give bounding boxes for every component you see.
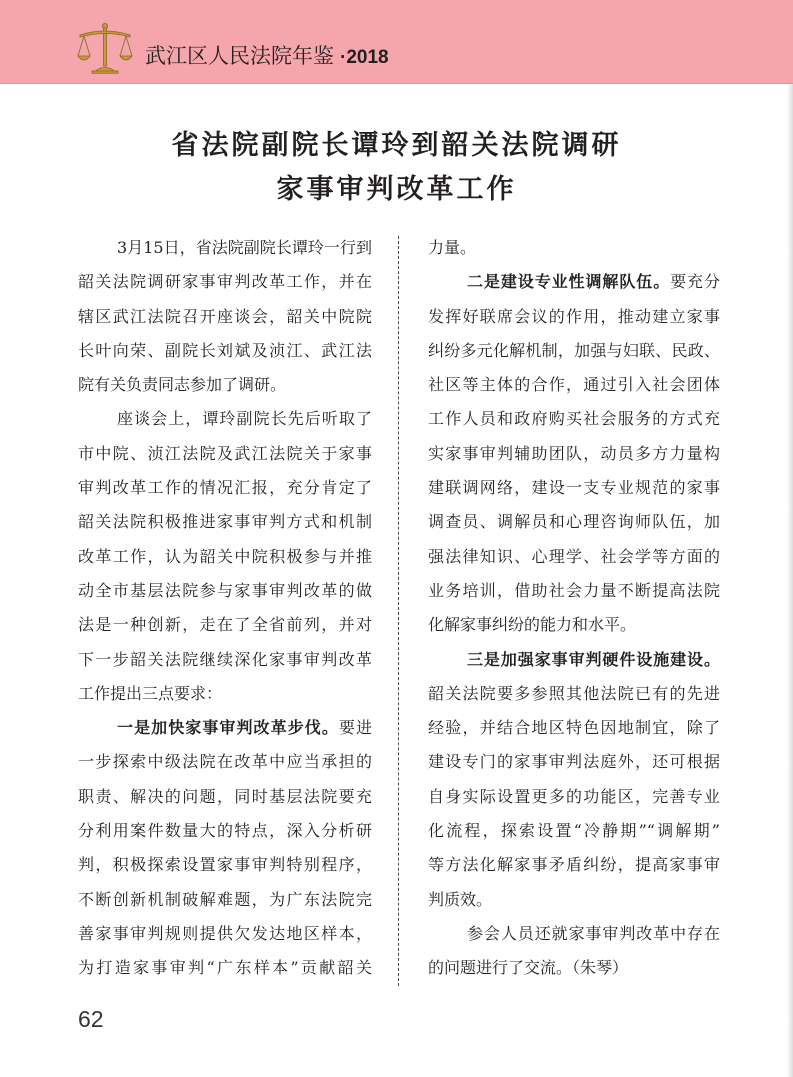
scales-of-justice-icon: [76, 22, 134, 74]
text-line: [78, 608, 372, 642]
line-text: 韶关法院积极推进家事审判方式和机制: [78, 512, 372, 532]
paragraph: [428, 643, 720, 917]
text-line: [78, 745, 372, 779]
paragraph-lead: 二是建设专业性调解队伍。: [467, 272, 671, 292]
line-text: 下一步韶关法院继续深化家事审判改革: [78, 649, 372, 669]
text-line: [428, 745, 720, 779]
text-line: [78, 574, 372, 608]
text-line: [78, 917, 372, 951]
line-text: 判质效。: [428, 889, 493, 909]
text-line: [78, 334, 372, 368]
text-line: [78, 643, 372, 677]
right-text-column: [428, 231, 720, 986]
text-line: [428, 334, 720, 368]
text-line: [428, 471, 720, 505]
line-text: 为打造家事审判“广东样本”贡献韶关: [78, 958, 372, 978]
paragraph: [78, 711, 372, 985]
text-line: [428, 677, 720, 711]
left-text-column: [78, 231, 372, 986]
line-text: 职责、解决的问题，同时基层法院要充: [78, 786, 372, 806]
line-text: 法是一种创新，走在了全省前列，并对: [78, 615, 372, 635]
line-text: 不断创新机制破解难题，为广东法院完: [78, 889, 372, 909]
text-line: [78, 437, 372, 471]
text-line: [78, 471, 372, 505]
text-line: [78, 677, 372, 711]
paragraph-lead: 一是加快家事审判改革步伐。: [117, 718, 339, 738]
paragraph-lead: 三是加强家事审判硬件设施建设。: [467, 649, 720, 669]
line-text: 强法律知识、心理学、社会学等方面的: [428, 546, 720, 566]
line-text: 工作提出三点要求：: [78, 683, 223, 703]
article-title-line: 省法院副院长谭玲到韶关法院调研: [171, 130, 622, 161]
paragraph: [78, 402, 372, 711]
text-line: [428, 917, 720, 951]
line-text: 力量。: [428, 238, 477, 257]
text-line: [78, 402, 372, 436]
text-line: [78, 848, 372, 882]
text-line: [78, 265, 372, 299]
text-line: [78, 231, 372, 265]
page-number: 62: [78, 1006, 104, 1032]
article-title: [0, 124, 793, 212]
line-text: 建联调网络，建设一支专业规范的家事: [428, 478, 720, 498]
line-text: 等方法化解家事矛盾纠纷，提高家事审: [428, 855, 720, 875]
line-text: 发挥好联席会议的作用，推动建立家事: [428, 306, 720, 326]
article-title-line: 家事审判改革工作: [276, 174, 517, 205]
line-text: 院有关负责同志参加了调研。: [78, 375, 287, 395]
text-line: [78, 883, 372, 917]
line-text: 业务培训，借助社会力量不断提高法院: [428, 580, 720, 600]
text-line: [78, 300, 372, 334]
line-text: 长叶向荣、副院长刘斌及浈江、武江法: [78, 340, 372, 360]
line-text: 善家事审判规则提供欠发达地区样本，: [78, 923, 372, 943]
text-line: [428, 883, 720, 917]
line-text: 辖区武江法院召开座谈会，韶关中院院: [78, 306, 372, 326]
yearbook-header-title: [145, 44, 389, 70]
line-text: 动全市基层法院参与家事审判改革的做: [78, 580, 372, 600]
line-text: 审判改革工作的情况汇报，充分肯定了: [78, 478, 372, 498]
text-line: [78, 505, 372, 539]
text-line: [78, 368, 372, 402]
line-text: 要充分: [670, 272, 720, 292]
line-text: 纠纷多元化解机制，加强与妇联、民政、: [428, 340, 720, 360]
paragraph: [428, 265, 720, 642]
line-text: 改革工作，认为韶关中院积极参与并推: [78, 546, 372, 566]
text-line: [428, 368, 720, 402]
line-text: 调查员、调解员和心理咨询师队伍，加: [428, 512, 720, 532]
text-line: [428, 540, 720, 574]
line-text: 社区等主体的合作，通过引入社会团体: [428, 375, 720, 395]
text-line: [428, 437, 720, 471]
line-text: 经验，并结合地区特色因地制宜，除了: [428, 718, 720, 738]
page-edge-shadow: [787, 84, 793, 1077]
column-divider: [398, 236, 399, 986]
text-line: [428, 643, 720, 677]
text-line: [428, 505, 720, 539]
text-line: [428, 402, 720, 436]
text-line: [428, 231, 720, 265]
text-line: [428, 814, 720, 848]
line-text: 参会人员还就家事审判改革中存在: [467, 923, 720, 943]
text-line: [78, 951, 372, 985]
line-text: 韶关法院要多参照其他法院已有的先进: [428, 683, 720, 703]
line-text: 判，积极探索设置家事审判特别程序，: [78, 855, 372, 875]
text-line: [78, 814, 372, 848]
line-text: 韶关法院调研家事审判改革工作，并在: [78, 272, 372, 292]
yearbook-year: ·2018: [340, 47, 389, 68]
text-line: [428, 848, 720, 882]
text-line: [78, 780, 372, 814]
line-text: 要进: [338, 718, 372, 738]
line-text: 的问题进行了交流。（朱琴）: [428, 958, 629, 978]
text-line: [78, 711, 372, 745]
line-text: 化流程，探索设置“冷静期”“调解期”: [428, 821, 720, 841]
line-text: 座谈会上，谭玲副院长先后听取了: [117, 409, 372, 429]
line-text: 3月15日，省法院副院长谭玲一行到: [117, 238, 372, 257]
line-text: 建设专门的家事审判法庭外，还可根据: [428, 752, 720, 772]
text-line: [428, 711, 720, 745]
text-line: [428, 951, 720, 985]
text-line: [78, 540, 372, 574]
text-line: [428, 300, 720, 334]
text-line: [428, 265, 720, 299]
line-text: 自身实际设置更多的功能区，完善专业: [428, 786, 720, 806]
text-line: [428, 574, 720, 608]
text-line: [428, 608, 720, 642]
line-text: 市中院、浈江法院及武江法院关于家事: [78, 443, 372, 463]
yearbook-name: 武江区人民法院年鉴: [145, 44, 334, 68]
line-text: 分利用案件数量大的特点，深入分析研: [78, 821, 372, 841]
paragraph: [428, 917, 720, 986]
line-text: 实家事审判辅助团队，动员多方力量构: [428, 443, 720, 463]
line-text: 一步探索中级法院在改革中应当承担的: [78, 752, 372, 772]
text-line: [428, 780, 720, 814]
paragraph: [78, 231, 372, 402]
line-text: 工作人员和政府购买社会服务的方式充: [428, 409, 720, 429]
line-text: 化解家事纠纷的能力和水平。: [428, 615, 637, 635]
paragraph: [428, 231, 720, 265]
